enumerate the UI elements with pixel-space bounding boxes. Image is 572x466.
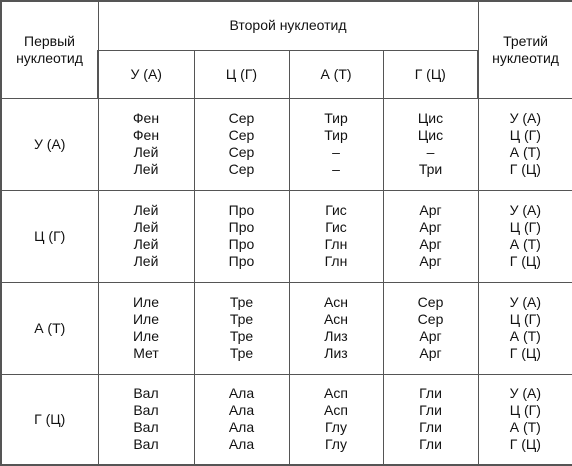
- third-nucleotide-cell: [478, 98, 572, 190]
- amino-acid: Асп: [324, 402, 348, 419]
- amino-acid: Тре: [229, 345, 254, 361]
- amino-acid: Цис: [417, 110, 444, 126]
- amino-acid: Фен: [132, 110, 160, 126]
- amino-acid: Мет: [133, 345, 159, 361]
- amino-acid: Сер: [417, 294, 444, 310]
- amino-acid: Арг: [419, 202, 442, 218]
- second-nucleotide-column-header: А (Т): [289, 50, 383, 98]
- first-nucleotide-cell: А (Т): [1, 282, 98, 374]
- amino-acid-cell: [383, 190, 478, 282]
- amino-acid: Про: [228, 219, 255, 235]
- third-nucleotide: А (Т): [509, 419, 541, 436]
- amino-acid: Про: [228, 253, 255, 269]
- first-nucleotide-cell: Ц (Г): [1, 190, 98, 282]
- amino-acid: Асн: [323, 311, 349, 327]
- amino-acid: –: [426, 144, 435, 160]
- amino-acid-cell: [289, 190, 383, 282]
- amino-acid-cell: [194, 190, 289, 282]
- amino-acid: Арг: [419, 328, 442, 344]
- amino-acid: Арг: [419, 253, 442, 269]
- amino-acid: Лиз: [324, 328, 348, 344]
- amino-acid: Лей: [133, 202, 159, 218]
- amino-acid: –: [332, 161, 340, 177]
- third-nucleotide-cell: [478, 190, 572, 282]
- third-nucleotide: А (Т): [509, 236, 541, 252]
- amino-acid: Лей: [133, 236, 159, 252]
- amino-acid: Глн: [324, 253, 348, 269]
- third-nucleotide: А (Т): [509, 328, 541, 344]
- amino-acid-cell: [383, 374, 478, 465]
- third-nucleotide: У (А): [509, 110, 542, 126]
- third-nucleotide: У (А): [509, 294, 542, 310]
- amino-acid: Лей: [133, 253, 159, 269]
- amino-acid-cell: [289, 374, 383, 465]
- amino-acid: Про: [228, 202, 255, 218]
- first-nucleotide-cell: Г (Ц): [1, 374, 98, 465]
- amino-acid: Иле: [132, 311, 160, 327]
- amino-acid: Гис: [325, 219, 347, 235]
- amino-acid: Тир: [324, 110, 348, 126]
- third-nucleotide: Ц (Г): [509, 127, 541, 143]
- amino-acid-cell: [194, 98, 289, 190]
- amino-acid-cell: [98, 190, 194, 282]
- amino-acid: Вал: [133, 419, 159, 436]
- amino-acid-cell: [383, 282, 478, 374]
- table-row: [1, 98, 572, 190]
- third-nucleotide: Г (Ц): [509, 253, 541, 269]
- amino-acid: Про: [228, 236, 255, 252]
- amino-acid-cell: [194, 374, 289, 465]
- amino-acid: Арг: [419, 345, 442, 361]
- amino-acid: Ала: [228, 419, 255, 436]
- amino-acid: Арг: [419, 236, 442, 252]
- second-nucleotide-column-header: Ц (Г): [194, 50, 289, 98]
- third-nucleotide: А (Т): [509, 144, 541, 160]
- amino-acid: Лиз: [324, 345, 348, 361]
- amino-acid: Гли: [419, 385, 442, 402]
- amino-acid: Тир: [324, 127, 348, 143]
- amino-acid: Ала: [228, 436, 255, 453]
- first-nucleotide-header: Первый нуклеотид: [1, 1, 98, 98]
- third-nucleotide: Г (Ц): [509, 345, 541, 361]
- amino-acid-cell: [98, 98, 194, 190]
- amino-acid: Три: [418, 161, 443, 177]
- amino-acid: Арг: [419, 219, 442, 235]
- amino-acid: Вал: [133, 402, 159, 419]
- amino-acid-cell: [289, 98, 383, 190]
- amino-acid: Асн: [323, 294, 349, 310]
- amino-acid: Глу: [325, 436, 347, 453]
- third-nucleotide: Г (Ц): [509, 436, 541, 453]
- third-nucleotide: Ц (Г): [509, 402, 541, 419]
- table-row: [1, 374, 572, 465]
- amino-acid-cell: [383, 98, 478, 190]
- amino-acid: Сер: [417, 311, 444, 327]
- amino-acid: Гли: [419, 402, 442, 419]
- amino-acid: –: [332, 144, 340, 160]
- amino-acid: Глн: [324, 236, 348, 252]
- amino-acid-cell: [194, 282, 289, 374]
- amino-acid: Глу: [325, 419, 347, 436]
- amino-acid: Иле: [132, 294, 160, 310]
- amino-acid: Ала: [228, 385, 255, 402]
- amino-acid: Лей: [133, 161, 159, 177]
- third-nucleotide: У (А): [509, 385, 542, 402]
- amino-acid: Ала: [228, 402, 255, 419]
- third-nucleotide: Ц (Г): [509, 219, 541, 235]
- third-nucleotide: Г (Ц): [509, 161, 541, 177]
- first-nucleotide-cell: У (А): [1, 98, 98, 190]
- amino-acid: Тре: [229, 328, 254, 344]
- amino-acid: Сер: [228, 127, 255, 143]
- third-nucleotide-cell: [478, 282, 572, 374]
- amino-acid: Лей: [133, 144, 159, 160]
- amino-acid: Гис: [325, 202, 347, 218]
- second-nucleotide-header: Второй нуклеотид: [98, 1, 478, 50]
- amino-acid-cell: [98, 374, 194, 465]
- amino-acid: Лей: [133, 219, 159, 235]
- amino-acid: Гли: [419, 436, 442, 453]
- amino-acid: Фен: [132, 127, 160, 143]
- amino-acid: Асп: [324, 385, 348, 402]
- amino-acid: Тре: [229, 311, 254, 327]
- third-nucleotide: Ц (Г): [509, 311, 541, 327]
- amino-acid: Сер: [228, 110, 255, 126]
- table-row: [1, 282, 572, 374]
- third-nucleotide: У (А): [509, 202, 542, 218]
- amino-acid: Цис: [417, 127, 444, 143]
- amino-acid: Сер: [228, 144, 255, 160]
- amino-acid: Вал: [133, 385, 159, 402]
- third-nucleotide-header: Третий нуклеотид: [478, 1, 572, 98]
- amino-acid: Гли: [419, 419, 442, 436]
- amino-acid: Иле: [132, 328, 160, 344]
- amino-acid: Вал: [133, 436, 159, 453]
- amino-acid: Сер: [228, 161, 255, 177]
- amino-acid-cell: [98, 282, 194, 374]
- third-nucleotide-cell: [478, 374, 572, 465]
- amino-acid-cell: [289, 282, 383, 374]
- second-nucleotide-column-header: Г (Ц): [383, 50, 478, 98]
- second-nucleotide-column-header: У (А): [98, 50, 194, 98]
- amino-acid: Тре: [229, 294, 254, 310]
- table-row: [1, 190, 572, 282]
